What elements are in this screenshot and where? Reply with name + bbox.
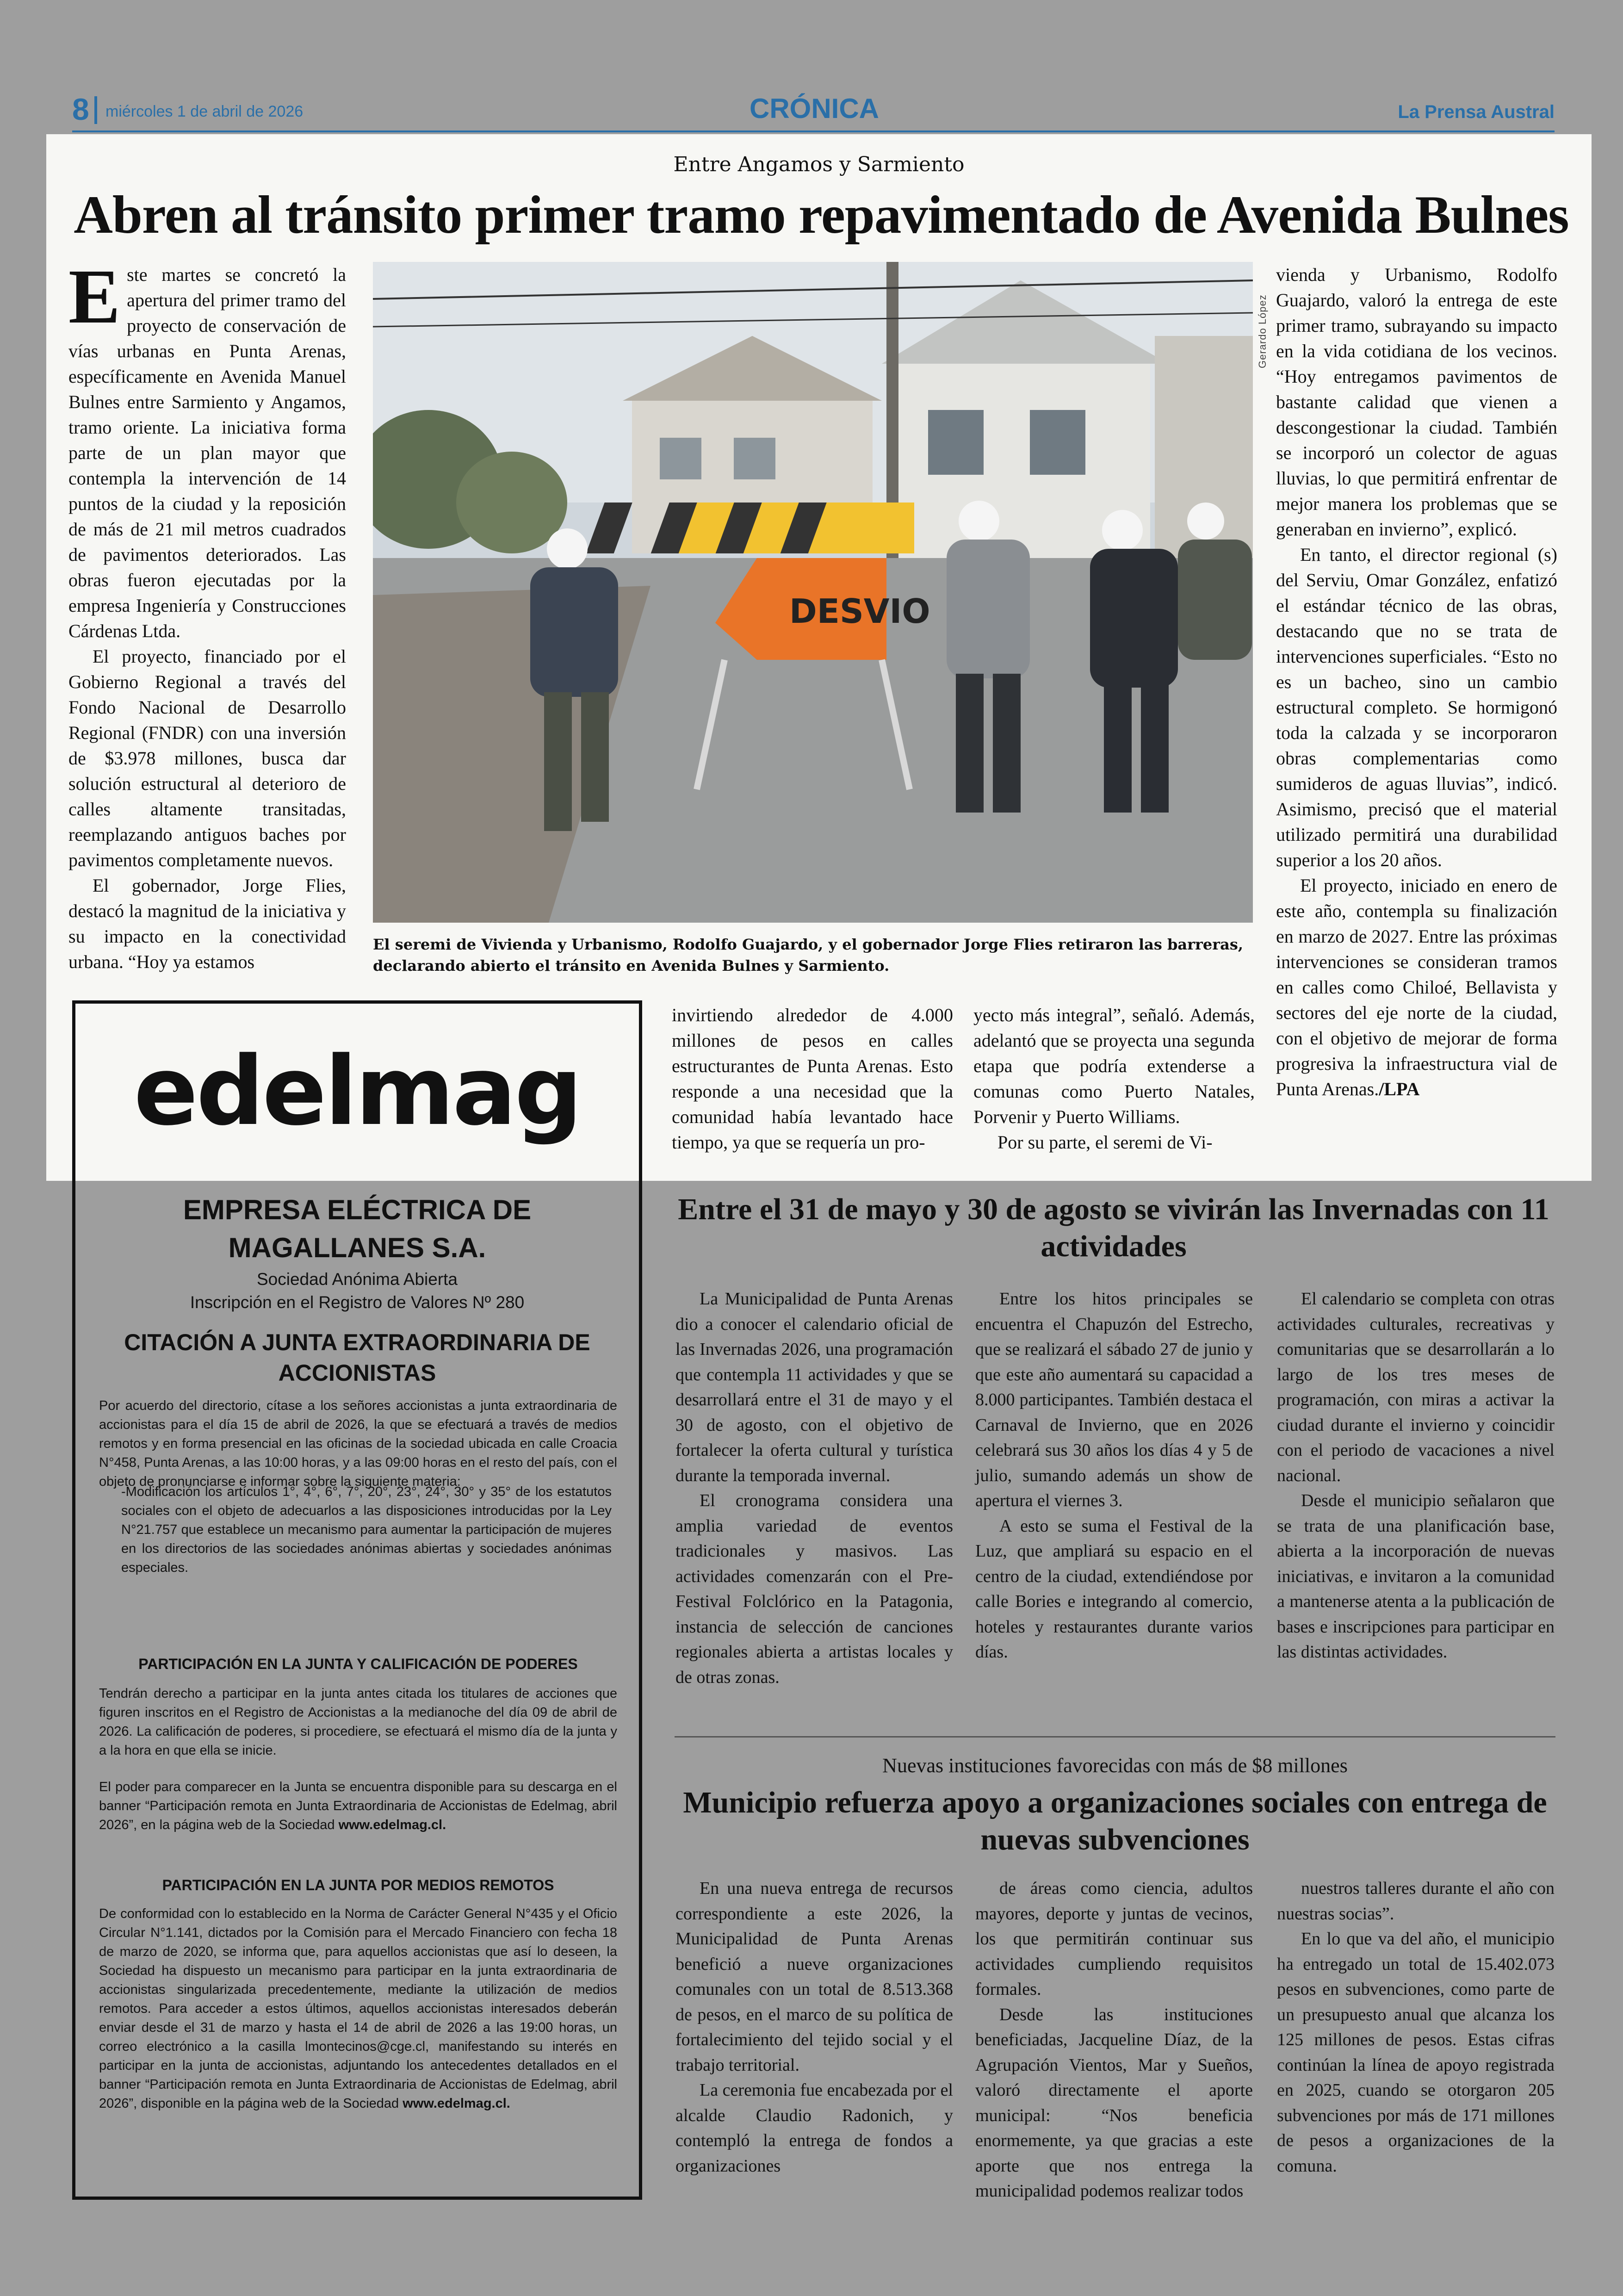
notice-title: CITACIÓN A JUNTA EXTRAORDINARIA DE ACCIONISTAS (124, 1329, 590, 1386)
paragraph: nuestros talleres durante el año con nuestras socias”. (1277, 1879, 1555, 1924)
paragraph: Por su parte, el seremi de Vi- (997, 1132, 1213, 1153)
lead-article-continuation-2 (973, 1002, 1255, 1155)
lead-photo (373, 262, 1253, 923)
paragraph: Entre los hitos principales se encuentra el Chapuzón del Estrecho, que se realizará el sábado 27 de junio y que este año aumentará su capacidad a 8.000 participantes. También destaca el Carnaval de Invierno, que en 2026 celebrará sus 30 años los días 4 y 5 de julio, sumando además un show de apertura el viernes 3. (975, 1289, 1253, 1510)
notice-paragraph: De conformidad con lo establecido en la Norma de Carácter General N°435 y el Oficio Circular N°1.141, dictados por la Comisión para el Mercado Financiero con fecha 18 de marzo de 2020, se informa que, para aquellos accionistas que así lo deseen, la Sociedad ha dispuesto un mecanismo para participar en la junta extraordinaria de accionistas singularizada precedentemente, mediante la utilización de medios remotos. Para acceder a estos últimos, aquellos accionistas interesados deberán enviar desde el 31 de marzo y hasta el 14 de abril de 2026 a las 19:00 horas, un correo electrónico a la casilla lmontecinos@cge.cl, manifestando su interés en participar en la junta de accionistas, adjuntando los antecedentes detallados en el banner “Participación remota en Junta Extraordinaria de Accionistas de Edelmag, abril 2026”, disponible en la página web de la Sociedad www.edelmag.cl. (99, 1906, 617, 2111)
notice-paragraph: El poder para comparecer en la Junta se encuentra disponible para su descarga en el banner “Participación remota en Junta Extraordinaria de Accionistas de Edelmag, abril 2026”, en la página web de la Sociedad www.edelmag.cl. (99, 1780, 617, 1832)
lead-article-column-1 (68, 262, 346, 978)
lead-article-kicker: Entre Angamos y Sarmiento (673, 153, 965, 176)
paragraph: Desde el municipio señalaron que se trata de una planificación base, abierta a la incorporación de nuevas iniciativas, e invitaron a la comunidad a mantenerse atenta a la publicación de bases e inscripciones para participar en las distintas actividades. (1277, 1491, 1555, 1662)
photo-caption: El seremi de Vivienda y Urbanismo, Rodolfo Guajardo, y el gobernador Jorge Flies retiraron las barreras, declarando abierto el tránsito en Avenida Bulnes y Sarmiento. (373, 936, 1243, 974)
article-signature: /LPA (1379, 1079, 1420, 1099)
drop-cap: E (68, 262, 121, 340)
page-number: 8 (72, 92, 89, 126)
paragraph: Desde las instituciones beneficiadas, Jacqueline Díaz, de la Agrupación Vientos, Mar y Sueños, valoró directamente el aporte municipal: “Nos beneficia enormemente, ya que gracias a este aporte que nos entrega la municipalidad podemos realizar todos (975, 2004, 1253, 2201)
subsidies-kicker: Nuevas instituciones favorecidas con más de $8 millones (882, 1754, 1348, 1777)
company-registry: Inscripción en el Registro de Valores Nº 280 (190, 1293, 525, 1312)
issue-date: miércoles 1 de abril de 2026 (105, 103, 304, 120)
paragraph: El calendario se completa con otras actividades culturales, recreativas y comunitarias que se desarrollarán a lo largo de los tres meses de programación, con miras a activar la ciudad durante el invierno y coincidir con el periodo de vacaciones a nivel nacional. (1277, 1289, 1555, 1485)
paragraph: El proyecto, financiado por el Gobierno Regional a través del Fondo Nacional de Desarrollo Regional (FNDR) con una inversión de $3.978 millones, busca dar solución estructural al deterioro de calles altamente transitadas, reemplazando antiguos baches por pavimentos completamente nuevos. (68, 646, 346, 870)
detour-sign-text: DESVIO (789, 592, 930, 631)
company-name: EMPRESA ELÉCTRICA DE MAGALLANES S.A. (183, 1194, 532, 1263)
lead-article-headline: Abren al tránsito primer tramo repavimentado de Avenida Bulnes (74, 185, 1569, 245)
lead-article-column-3 (1276, 262, 1557, 1160)
paragraph: En tanto, el director regional (s) del Serviu, Omar González, enfatizó el estándar técnico de las obras, destacando que no se trata de intervenciones superficiales. “Esto no es un bacheo, sino un cambio estructural completo. Se hormigonó toda la calzada y se incorporaron obras complementarias como sumideros de aguas lluvias”, indicó. Asimismo, precisó que el material utilizado permitirá una durabilidad superior a los 20 años. (1276, 544, 1557, 870)
paragraph: de áreas como ciencia, adultos mayores, deporte y juntas de vecinos, los que permitirán continuar sus actividades cumpliendo requisitos formales. (975, 1879, 1253, 1999)
website-link[interactable]: www.edelmag.cl. (403, 2096, 510, 2111)
notice-paragraph: Por acuerdo del directorio, cítase a los señores accionistas a junta extraordinaria de accionistas para el día 15 de abril de 2026, la que se efectuará a través de medios remotos y en forma presencial en las oficinas de la sociedad ubicada en calle Croacia N°458, Punta Arenas, a las 10:00 horas, y a las 09:00 horas en el resto del país, con el objeto de pronunciarse e informar sobre la siguiente materia: (99, 1398, 617, 1489)
subsidies-column-1 (675, 1876, 953, 2178)
notice-subheading: PARTICIPACIÓN EN LA JUNTA POR MEDIOS REMOTOS (162, 1877, 554, 1893)
notice-paragraph: Tendrán derecho a participar en la junta antes citada los titulares de acciones que figuren inscritos en el Registro de Accionistas a la medianoche del día 09 de abril de 2026. La calificación de poderes, si procediere, se efectuará el mismo día de la junta y a la hora en que ella se inicie. (99, 1686, 617, 1758)
paragraph: El proyecto, iniciado en enero de este año, contempla su finalización en marzo de 2027. Entre las próximas intervenciones se consideran tramos en calles como Chiloé, Bellavista y sectores del eje norte de la ciudad, con el objetivo de mejorar de forma progresiva la infraestructura vial de Punta Arenas. (1276, 875, 1557, 1099)
paragraph: yecto más integral”, señaló. Además, adelantó que se proyecta una segunda etapa que podría extenderse a comunas como Puerto Natales, Porvenir y Puerto Williams. (973, 1005, 1255, 1127)
publication-name: La Prensa Austral (1398, 102, 1555, 122)
invernadas-column-1 (675, 1286, 953, 1690)
lead-article-continuation-1 (672, 1002, 953, 1155)
paragraph: ste martes se concretó la apertura del primer tramo del proyecto de conservación de vías urbanas en Punta Arenas, específicamente en Avenida Manuel Bulnes entre Sarmiento y Angamos, tramo oriente. La iniciativa forma parte de un plan mayor que contempla la intervención de 14 puntos de la ciudad y la reposición de más de 21 mil metros cuadrados de pavimentos deteriorados. Las obras fueron ejecutadas por la empresa Ingeniería y Construcciones Cárdenas Ltda. (68, 264, 346, 641)
edelmag-logo: edelmag (134, 1036, 581, 1147)
subsidies-column-2 (975, 1876, 1253, 2204)
website-link[interactable]: www.edelmag.cl. (338, 1818, 446, 1832)
paragraph: vienda y Urbanismo, Rodolfo Guajardo, valoró la entrega de este primer tramo, subrayando su impacto en la vida cotidiana de los vecinos. “Hoy entregamos pavimentos de bastante calidad que vienen a descongestionar la ciudad. También se incorporó un colector de aguas lluvias, lo que permitirá enfrentar de mejor manera los problemas que se generaban en invierno”, explicó. (1276, 264, 1557, 540)
paragraph: A esto se suma el Festival de la Luz, que ampliará su espacio en el centro de la ciudad, extendiéndose por calle Bories e integrando al comercio, hoteles y restaurantes durante varios días. (975, 1516, 1253, 1662)
header-divider (94, 96, 97, 124)
subsidies-headline: Municipio refuerza apoyo a organizaciones sociales con entrega de nuevas subvenciones (683, 1786, 1547, 1856)
header-rule (72, 130, 1555, 132)
paragraph: invirtiendo alrededor de 4.000 millones de pesos en calles estructurantes de Punta Arenas. Esto responde a una necesidad que la comunidad había levantado hace tiempo, ya que se requería un pro- (672, 1005, 953, 1153)
paragraph: La Municipalidad de Punta Arenas dio a conocer el calendario oficial de las Invernadas 2026, una programación que contempla 11 actividades y que se desarrollará entre el 31 de mayo y el 30 de agosto, con el objetivo de fortalecer la oferta cultural y turística durante la temporada invernal. (675, 1289, 953, 1485)
paragraph: El cronograma considera una amplia variedad de eventos tradicionales y masivos. Las actividades comenzarán con el Pre-Festival Folclórico en la Patagonia, instancia de selección de canciones regionales abierta a artistas locales y de otras zonas. (675, 1491, 953, 1687)
paragraph: La ceremonia fue encabezada por el alcalde Claudio Radonich, y contempló la entrega de fondos a organizaciones (675, 2080, 953, 2176)
photo-credit: Gerardo López (1257, 294, 1268, 368)
paragraph: En una nueva entrega de recursos correspondiente a este 2026, la Municipalidad de Punta Arenas benefició a nueve organizaciones comunales con un total de 8.513.368 de pesos, en el marco de su política de fortalecimiento del tejido social y el trabajo territorial. (675, 1879, 953, 2075)
invernadas-headline: Entre el 31 de mayo y 30 de agosto se vivirán las Invernadas con 11 actividades (678, 1192, 1549, 1263)
paragraph: En lo que va del año, el municipio ha entregado un total de 15.402.073 pesos en subvenciones, como parte de un presupuesto anual que alcanza los 125 millones de pesos. Estas cifras continúan la línea de apoyo registrada en 2025, cuando se otorgaron 205 subvenciones por más de 171 millones de pesos a organizaciones de la comuna. (1277, 1929, 1555, 2176)
article-divider (675, 1736, 1555, 1738)
subsidies-column-3 (1277, 1876, 1555, 2178)
notice-subheading: PARTICIPACIÓN EN LA JUNTA Y CALIFICACIÓN DE PODERES (138, 1656, 578, 1672)
notice-list-item: -Modificación los artículos 1°, 4°, 6°, 7°, 20°, 23°, 24°, 30° y 35° de los estatutos sociales con el objeto de adecuarlos a las disposiciones introducidas por la Ley N°21.757 que establece un mecanismo para aumentar la participación de mujeres en los directorios de las sociedades anónimas abiertas y sociedades anónimas especiales. (121, 1484, 612, 1575)
paragraph: El gobernador, Jorge Flies, destacó la magnitud de la iniciativa y su impacto en la conectividad urbana. “Hoy ya estamos (68, 875, 346, 972)
company-type: Sociedad Anónima Abierta (256, 1270, 458, 1289)
invernadas-column-2 (975, 1286, 1253, 1665)
section-title: CRÓNICA (750, 93, 879, 124)
invernadas-column-3 (1277, 1286, 1555, 1665)
